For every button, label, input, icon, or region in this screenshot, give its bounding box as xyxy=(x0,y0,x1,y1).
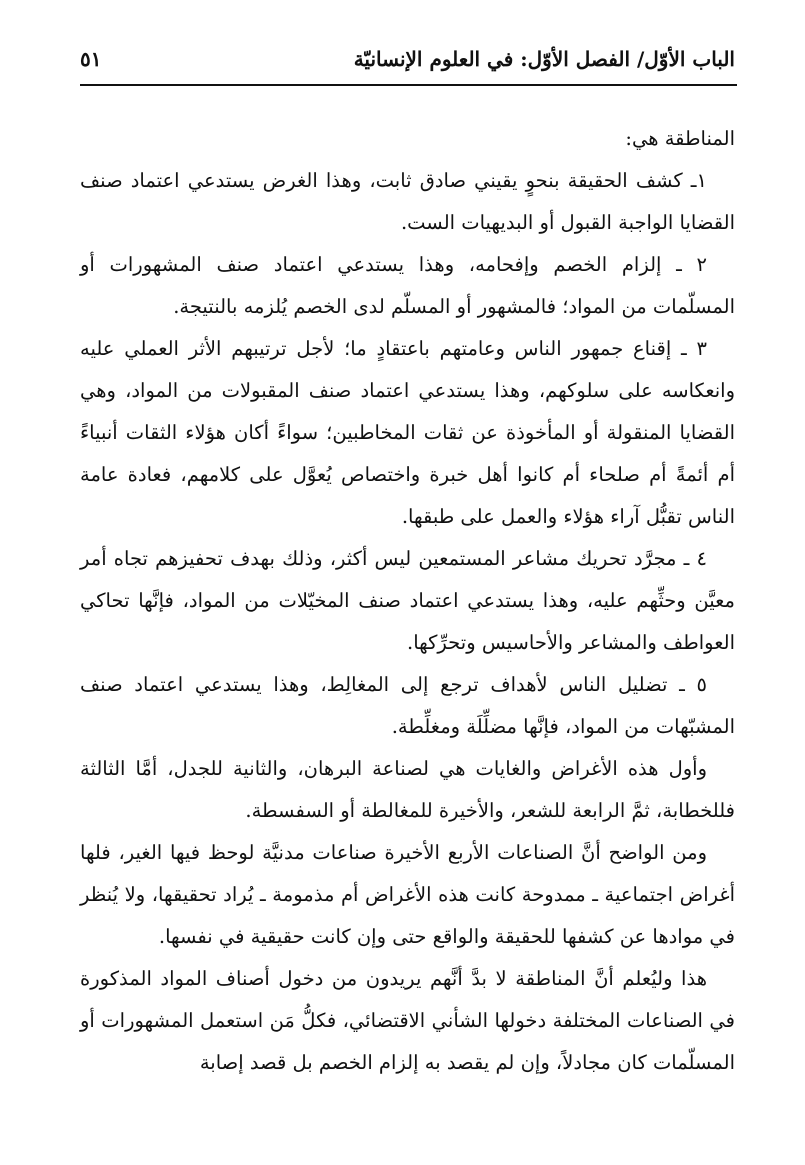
paragraph-item-1: ١ـ كشف الحقيقة بنحوٍ يقيني صادق ثابت، وهذا الغرض يستدعي اعتماد صنف القضايا الواجبة القبول أو البديهيات الست. xyxy=(80,169,735,234)
paragraph-note: هذا وليُعلم أنَّ المناطقة لا بدَّ أنَّهم يريدون من دخول أصناف المواد المذكورة في الصناعات المختلفة دخولها الشأني الاقتضائي، فكلُّ مَن استعمل المشهورات أو المسلّمات كان مجادلاً، وإن لم يقصد به إلزام الخصم بل قصد إصابة xyxy=(80,967,735,1074)
paragraph-civic-arts: ومن الواضح أنَّ الصناعات الأربع الأخيرة صناعات مدنيَّة لوحظ فيها الغير، فلها أغراض اجتماعية ـ ممدوحة كانت هذه الأغراض أم مذمومة ـ يُراد تحقيقها، ولا يُنظر في موادها عن كشفها للحقيقة والواقع حتى وإن كانت حقيقية في نفسها. xyxy=(80,841,735,948)
page-number: ٥١ xyxy=(80,47,102,71)
paragraph-intro: المناطقة هي: xyxy=(625,127,735,150)
paragraph-item-5: ٥ ـ تضليل الناس لأهداف ترجع إلى المغالِط، وهذا يستدعي اعتماد صنف المشبّهات من المواد، فإنَّها مضلِّلَة ومغلِّطة. xyxy=(80,673,735,738)
chapter-heading: الباب الأوّل/ الفصل الأوّل: في العلوم الإنسانيّة xyxy=(353,47,735,71)
paragraph-item-4: ٤ ـ مجرَّد تحريك مشاعر المستمعين ليس أكثر، وذلك بهدف تحفيزهم تجاه أمر معيَّن وحثِّهم عليه، وهذا يستدعي اعتماد صنف المخيّلات من المواد، فإنَّها تحاكي العواطف والمشاعر والأحاسيس وتحرِّكها. xyxy=(80,547,735,654)
paragraph-item-2: ٢ ـ إلزام الخصم وإفحامه، وهذا يستدعي اعتماد صنف المشهورات أو المسلّمات من المواد؛ فالمشهور أو المسلّم لدى الخصم يُلزمه بالنتيجة. xyxy=(80,253,735,318)
running-header xyxy=(80,36,735,82)
paragraph-purposes: وأول هذه الأغراض والغايات هي لصناعة البرهان، والثانية للجدل، أمَّا الثالثة فللخطابة، ثمَّ الرابعة للشعر، والأخيرة للمغالطة أو السفسطة. xyxy=(80,757,735,822)
paragraph-item-3: ٣ ـ إقناع جمهور الناس وعامتهم باعتقادٍ ما؛ لأجل ترتيبهم الأثر العملي عليه وانعكاسه على سلوكهم، وهذا يستدعي اعتماد صنف المقبولات من المواد، وهي القضايا المنقولة أو المأخوذة عن ثقات المخاطبين؛ سواءً أكان هؤلاء الثقات أنبياءً أم أئمةً أم صلحاء أم كانوا أهل خبرة واختصاص يُعوَّل على كلامهم، فعادة عامة الناس تقبُّل آراء هؤلاء والعمل على طبقها. xyxy=(80,337,735,528)
page-body xyxy=(80,118,735,1084)
header-divider xyxy=(80,84,737,86)
